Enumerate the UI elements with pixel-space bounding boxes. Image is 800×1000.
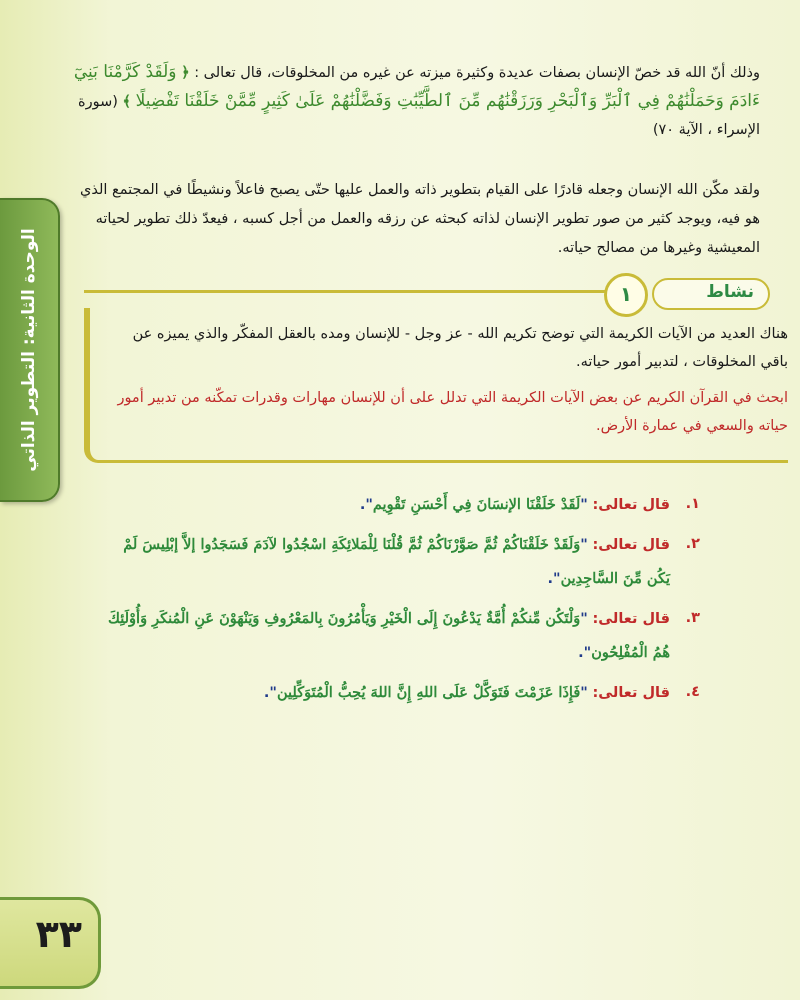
verse-list	[100, 488, 700, 716]
verse-text: فَإِذَا عَزَمْتَ فَتَوَكَّلْ عَلَى اللهِ إِنَّ اللهَ يُحِبُّ الْمُتَوَكِّلِين	[277, 684, 581, 701]
verse-text: وَلَقَدْ خَلَقْنَاكُمْ ثُمَّ صَوَّرْنَاكُمْ ثُمَّ قُلْنَا لِلْمَلائِكَةِ اسْجُدُوا لآدَمَ فَسَجَدُوا إلاَّ إبْلِيسَ لَمْ يَكُن مِّنَ السَّاجِدِين	[123, 536, 670, 587]
verse-intro: قال تعالى:	[592, 537, 670, 553]
verse-number: ٢.	[685, 536, 700, 552]
quran-verse: وَلَقَدْ كَرَّمْنَا بَنِيٓ ءَادَمَ وَحَمَلْنَٰهُمْ فِي ٱلْبَرِّ وَٱلْبَحْرِ وَرَزَقْنَٰهُم مِّنَ ٱلطَّيِّبَٰتِ وَفَضَّلْنَٰهُمْ عَلَىٰ كَثِيرٍ مِّمَّنْ خَلَقْنَا تَفْضِيلًا	[73, 62, 760, 111]
unit-title: الوحدة الثانية: التطوير الذاتي	[19, 228, 39, 472]
verse-item	[100, 602, 700, 670]
verse-number: ٣.	[685, 610, 700, 626]
quote-mark: "	[580, 685, 588, 701]
activity-label-box	[652, 278, 770, 310]
page-number-box	[0, 897, 101, 989]
verse-intro: قال تعالى:	[592, 611, 670, 627]
quote-mark: "	[580, 497, 588, 513]
intro-paragraph	[70, 58, 760, 144]
activity-task-text: ابحث في القرآن الكريم عن بعض الآيات الكريمة التي تدلل على أن للإنسان مهارات وقدرات تمكّنه من تدبير أمور حياته والسعي في عمارة الأرض.	[117, 390, 788, 434]
quote-mark: "	[580, 537, 588, 553]
quote-mark: ".	[359, 497, 373, 513]
activity-label: نشاط	[706, 282, 754, 302]
verse-text: وَلْتَكُن مِّنكُمْ أُمَّةٌ يَدْعُونَ إِلَى الْخَيْرِ وَيَأْمُرُونَ بِالمَعْرُوفِ وَيَنْهَوْنَ عَنِ الْمُنكَرِ وَأُوْلَئِكَ هُمُ الْمُفْلِحُون	[108, 610, 670, 661]
unit-side-tab	[0, 198, 60, 502]
quote-mark: "	[580, 611, 588, 627]
quote-mark: ".	[578, 645, 592, 661]
verse-item	[100, 488, 700, 522]
activity-number-badge: ١	[604, 273, 648, 317]
verse-intro: قال تعالى:	[592, 497, 670, 513]
activity-intro-text: هناك العديد من الآيات الكريمة التي توضح تكريم الله - عز وجل - للإنسان ومده بالعقل المفكّر والذي يميزه عن باقي المخلوقات ، لتدبير أمور حياته.	[132, 326, 788, 370]
verse-number: ٤.	[685, 684, 700, 700]
verse-reference: (سورة الإسراء ، الآية ٧٠)	[78, 94, 760, 138]
verse-ornament-open: ﴿	[181, 65, 190, 81]
quote-mark: ".	[547, 571, 561, 587]
activity-divider	[84, 290, 630, 293]
verse-item	[100, 676, 700, 710]
verse-intro: قال تعالى:	[592, 685, 670, 701]
self-development-paragraph: ولقد مكّن الله الإنسان وجعله قادرًا على القيام بتطوير ذاته والعمل عليها حتّى يصبح فاعلاً ونشيطًا في المجتمع الذي هو فيه، ويوجد كثير من صور تطوير الإنسان لذاته كبحثه عن رزقه والعمل من أجل كسبه ، فيعدّ ذلك تطوير لحياته المعيشية وغيرها من مصالح حياته.	[80, 182, 760, 256]
page-number: ٣٣	[35, 912, 82, 956]
intro-text: وذلك أنّ الله قد خصّ الإنسان بصفات عديدة وكثيرة ميزته عن غيره من المخلوقات، قال تعالى :	[194, 65, 760, 81]
verse-item	[100, 528, 700, 596]
verse-text: لَقَدْ خَلَقْنَا الإنسَانَ فِي أَحْسَنِ تَقْوِيم	[372, 496, 581, 513]
activity-header	[604, 276, 780, 310]
quote-mark: ".	[263, 685, 277, 701]
activity-box	[84, 308, 788, 463]
verse-number: ١.	[685, 496, 700, 512]
verse-ornament-close: ﴾	[122, 94, 132, 110]
